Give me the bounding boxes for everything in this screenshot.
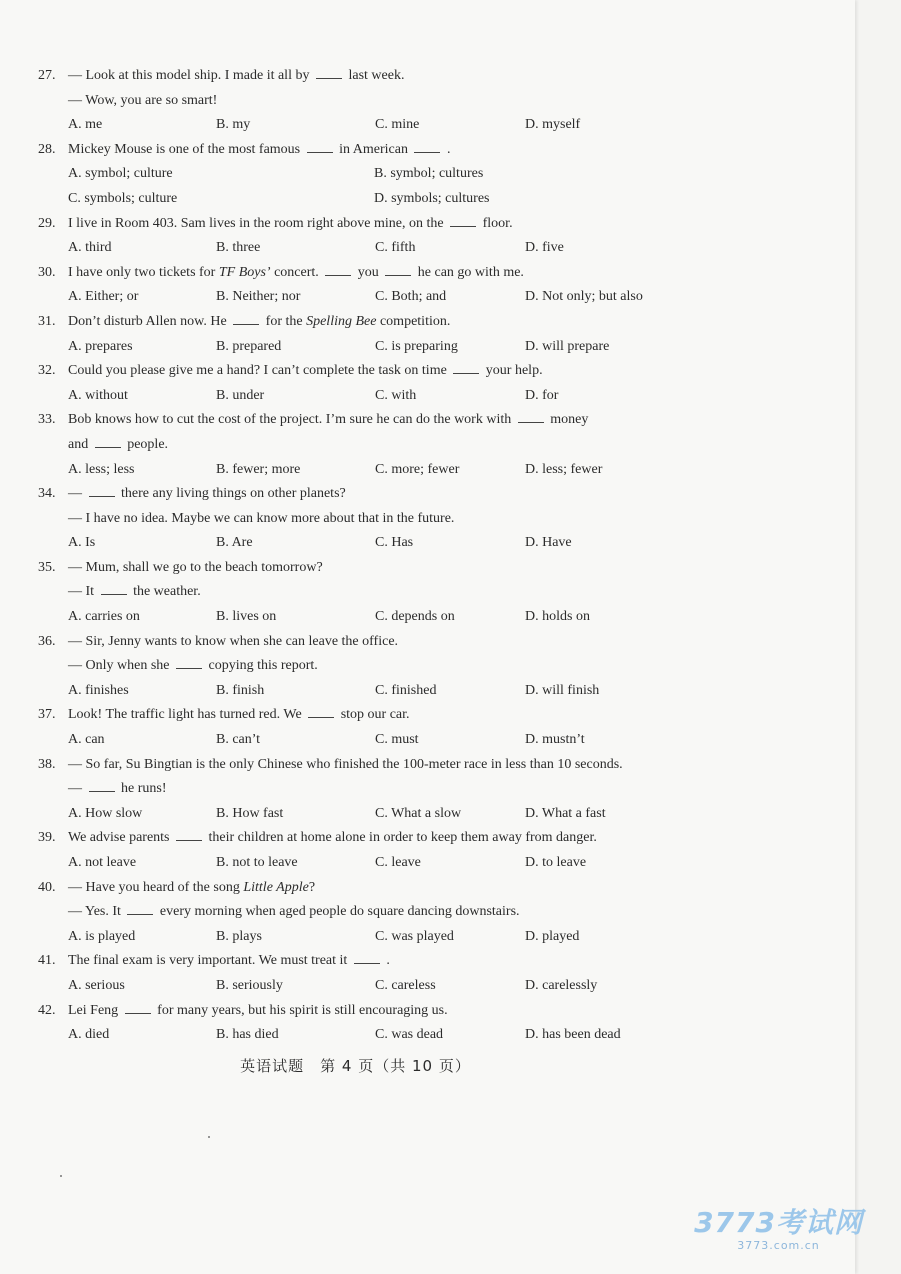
answer-blank [385, 263, 411, 276]
answer-blank [101, 582, 127, 595]
question-text: . [443, 141, 451, 157]
speck [208, 1136, 210, 1138]
answer-blank [308, 705, 334, 718]
question-text: We advise parents [68, 830, 173, 846]
option-row [38, 187, 838, 212]
question-item [38, 949, 838, 998]
answer-option[interactable]: C. What a slow [375, 805, 462, 821]
answer-option[interactable]: C. finished [375, 682, 437, 698]
answer-option[interactable]: A. carries on [68, 609, 140, 625]
question-stem [38, 64, 838, 89]
answer-blank [89, 779, 115, 792]
answer-option[interactable]: A. Either; or [68, 289, 139, 305]
question-text: your help. [482, 363, 543, 379]
option-row [38, 925, 838, 950]
answer-option[interactable]: B. not to leave [216, 855, 298, 870]
answer-option[interactable]: B. How fast [216, 805, 284, 821]
question-stem [38, 359, 838, 384]
question-stem [38, 826, 838, 851]
answer-option[interactable]: D. symbols; cultures [374, 190, 490, 206]
question-stem [38, 261, 838, 286]
answer-option[interactable]: A. without [68, 387, 128, 403]
answer-option[interactable]: D. five [525, 240, 564, 256]
question-text: Bob knows how to cut the cost of the project. I’m sure he can do the work with [68, 412, 515, 428]
answer-option[interactable]: D. has been dead [525, 1027, 621, 1043]
answer-option[interactable]: C. careless [375, 977, 436, 993]
answer-option[interactable]: A. finishes [68, 682, 129, 698]
answer-option[interactable]: C. more; fewer [375, 461, 460, 477]
question-item [38, 876, 838, 950]
italic-title: TF Boys’ [218, 264, 271, 280]
question-text: — Only when she [68, 658, 173, 674]
question-text: — [68, 486, 86, 502]
question-text: the weather. [129, 584, 201, 600]
question-text: — I have no idea. Maybe we can know more about that in the future. [68, 510, 455, 526]
question-text: their children at home alone in order to keep them away from danger. [205, 830, 597, 846]
answer-option[interactable]: C. Both; and [375, 289, 447, 305]
question-text: — Mum, shall we go to the beach tomorrow? [68, 559, 323, 575]
answer-option[interactable]: A. How slow [68, 805, 143, 821]
question-number: 29. [38, 215, 56, 231]
question-line [38, 777, 838, 802]
question-text: — [68, 781, 86, 797]
question-number: 33. [38, 412, 56, 428]
option-row [38, 1023, 838, 1048]
question-text: The final exam is very important. We must treat it [68, 953, 351, 969]
question-number: 41. [38, 953, 56, 969]
answer-blank [316, 66, 342, 79]
answer-option[interactable]: B. has died [216, 1027, 279, 1043]
option-row [38, 335, 838, 360]
question-text: Mickey Mouse is one of the most famous [68, 141, 304, 157]
question-number: 32. [38, 363, 56, 379]
option-row [38, 113, 838, 138]
answer-option[interactable]: B. lives on [216, 609, 277, 625]
option-row [38, 531, 838, 556]
question-stem [38, 703, 838, 728]
answer-option[interactable]: C. is preparing [375, 338, 458, 354]
question-number: 35. [38, 559, 56, 575]
answer-option[interactable]: A. Is [68, 535, 96, 551]
answer-blank [125, 1001, 151, 1014]
question-stem [38, 753, 838, 778]
answer-blank [176, 656, 202, 669]
question-text: — Yes. It [68, 904, 125, 920]
option-row [38, 802, 838, 827]
question-text: I live in Room 403. Sam lives in the room right above mine, on the [68, 215, 448, 231]
answer-option[interactable]: A. third [68, 240, 112, 256]
option-row [38, 679, 838, 704]
question-text: people. [123, 436, 169, 452]
answer-option[interactable]: A. serious [68, 977, 125, 993]
answer-blank [354, 951, 380, 964]
answer-option[interactable]: D. for [525, 387, 559, 403]
answer-option[interactable]: B. symbol; cultures [374, 166, 484, 182]
italic-title: Spelling Bee [306, 313, 377, 329]
question-text: he runs! [117, 781, 167, 797]
question-text: Look! The traffic light has turned red. We [68, 707, 306, 723]
question-stem [38, 408, 838, 433]
question-stem [38, 999, 838, 1024]
option-row [38, 728, 838, 753]
answer-option[interactable]: C. must [375, 732, 419, 748]
question-text: . [382, 953, 390, 969]
answer-blank [307, 140, 333, 153]
question-item [38, 826, 838, 875]
question-number: 30. [38, 264, 56, 280]
question-stem [38, 138, 838, 163]
question-list [38, 64, 838, 1048]
question-item [38, 408, 838, 482]
answer-option[interactable]: D. carelessly [525, 977, 598, 993]
answer-option[interactable]: C. fifth [375, 240, 416, 256]
answer-option[interactable]: A. can [68, 732, 105, 748]
answer-option[interactable]: D. myself [525, 117, 581, 133]
question-line [38, 900, 838, 925]
question-number: 40. [38, 879, 56, 895]
answer-option[interactable]: D. will prepare [525, 338, 610, 354]
question-line [38, 433, 838, 458]
question-number: 31. [38, 313, 56, 329]
answer-option[interactable]: A. symbol; culture [68, 166, 173, 182]
question-number: 34. [38, 486, 56, 502]
question-text: I have only two tickets for [68, 264, 219, 280]
answer-option[interactable]: C. Has [375, 535, 414, 551]
answer-option[interactable]: B. my [216, 117, 251, 133]
question-line [38, 507, 838, 532]
question-stem [38, 556, 838, 581]
italic-title: Little Apple [243, 879, 309, 895]
question-text: copying this report. [205, 658, 318, 674]
question-text: competition. [376, 313, 451, 329]
answer-option[interactable]: C. with [375, 387, 417, 403]
question-text: — So far, Su Bingtian is the only Chinese who finished the 100-meter race in less than 10 seconds. [68, 756, 623, 772]
answer-option[interactable]: B. prepared [216, 338, 282, 354]
question-item [38, 212, 838, 261]
answer-option[interactable]: C. symbols; culture [68, 190, 178, 206]
answer-option[interactable]: C. was dead [375, 1027, 444, 1043]
question-text: he can go with me. [414, 264, 524, 280]
question-item [38, 630, 838, 704]
watermark [694, 1201, 863, 1252]
question-number: 27. [38, 68, 56, 83]
question-stem [38, 310, 838, 335]
answer-blank [450, 214, 476, 227]
answer-option[interactable]: B. plays [216, 928, 262, 944]
answer-blank [89, 484, 115, 497]
question-text: money [546, 412, 589, 428]
answer-option[interactable]: B. can’t [216, 732, 261, 748]
question-text: floor. [479, 215, 513, 231]
question-text: stop our car. [337, 707, 410, 723]
question-item [38, 261, 838, 310]
answer-option[interactable]: B. seriously [216, 977, 283, 993]
question-text: you [354, 264, 383, 280]
answer-blank [453, 361, 479, 374]
question-text: every morning when aged people do square dancing downstairs. [156, 904, 520, 920]
question-number: 28. [38, 141, 56, 157]
option-row [38, 236, 838, 261]
question-text: — Look at this model ship. I made it all by [68, 68, 313, 83]
answer-option[interactable]: B. under [216, 387, 265, 403]
question-text: Don’t disturb Allen now. He [68, 313, 231, 329]
question-item [38, 138, 838, 212]
question-number: 38. [38, 756, 56, 772]
answer-option[interactable]: A. died [68, 1027, 110, 1043]
option-row [38, 458, 838, 483]
question-text: for the [262, 313, 307, 329]
page-footer [0, 1055, 855, 1076]
watermark-logo: 3773考试网 [694, 1206, 863, 1239]
question-line [38, 654, 838, 679]
answer-option[interactable]: C. was played [375, 928, 454, 944]
question-text: — Sir, Jenny wants to know when she can leave the office. [68, 633, 399, 649]
question-item [38, 703, 838, 752]
question-item [38, 482, 838, 556]
footer-text: 英语试题 第 4 页（共 10 页） [240, 1057, 471, 1075]
question-text: concert. [270, 264, 323, 280]
answer-option[interactable]: D. holds on [525, 609, 590, 625]
question-text: in American [335, 141, 412, 157]
question-item [38, 999, 838, 1048]
answer-option[interactable]: A. me [68, 117, 103, 133]
question-text: — It [68, 584, 98, 600]
answer-option[interactable]: A. less; less [68, 461, 135, 477]
answer-option[interactable]: B. three [216, 240, 261, 256]
question-number: 39. [38, 830, 56, 846]
option-row [38, 605, 838, 630]
answer-option[interactable]: D. mustn’t [525, 732, 585, 748]
question-text: Could you please give me a hand? I can’t complete the task on time [68, 363, 451, 379]
question-text: for many years, but his spirit is still encouraging us. [153, 1002, 448, 1018]
answer-blank [233, 312, 259, 325]
question-item [38, 64, 838, 138]
answer-option[interactable]: A. prepares [68, 338, 133, 354]
option-row [38, 384, 838, 409]
question-stem [38, 212, 838, 237]
question-text: — Wow, you are so smart! [68, 92, 218, 108]
option-row [38, 974, 838, 999]
question-text: Lei Feng [68, 1002, 122, 1018]
question-item [38, 556, 838, 630]
answer-blank [414, 140, 440, 153]
question-text: ? [308, 879, 316, 895]
question-line [38, 89, 838, 114]
answer-blank [325, 263, 351, 276]
answer-option[interactable]: D. What a fast [525, 805, 606, 821]
answer-option[interactable]: C. mine [375, 117, 420, 133]
question-stem [38, 876, 838, 901]
answer-option[interactable]: D. less; fewer [525, 461, 603, 477]
answer-option[interactable]: D. Have [525, 535, 572, 551]
question-stem [38, 630, 838, 655]
option-row [38, 851, 838, 876]
answer-option[interactable]: D. will finish [525, 682, 600, 698]
question-item [38, 310, 838, 359]
question-item [38, 359, 838, 408]
option-row [38, 285, 838, 310]
answer-option[interactable]: A. is played [68, 928, 136, 944]
question-stem [38, 949, 838, 974]
speck [60, 1175, 62, 1177]
answer-option[interactable]: B. fewer; more [216, 461, 301, 477]
answer-option[interactable]: C. depends on [375, 609, 455, 625]
answer-blank [95, 435, 121, 448]
watermark-url: 3773.com.cn [737, 1239, 820, 1252]
answer-option[interactable]: D. played [525, 928, 580, 944]
question-number: 37. [38, 707, 56, 723]
option-row [38, 162, 838, 187]
question-number: 42. [38, 1002, 56, 1018]
question-item [38, 753, 838, 827]
question-text: — Have you heard of the song [68, 879, 244, 895]
answer-blank [518, 410, 544, 423]
answer-option[interactable]: D. Not only; but also [525, 289, 643, 305]
answer-option[interactable]: C. leave [375, 855, 421, 870]
question-stem [38, 482, 838, 507]
answer-option[interactable]: B. Neither; nor [216, 289, 301, 305]
answer-option[interactable]: D. to leave [525, 855, 587, 870]
question-number: 36. [38, 633, 56, 649]
answer-blank [127, 902, 153, 915]
answer-option[interactable]: B. Are [216, 535, 253, 551]
question-text: last week. [344, 68, 405, 83]
question-text: and [68, 436, 92, 452]
question-text: there any living things on other planets? [117, 486, 346, 502]
answer-option[interactable]: A. not leave [68, 855, 137, 870]
answer-blank [176, 828, 202, 841]
question-line [38, 580, 838, 605]
answer-option[interactable]: B. finish [216, 682, 265, 698]
